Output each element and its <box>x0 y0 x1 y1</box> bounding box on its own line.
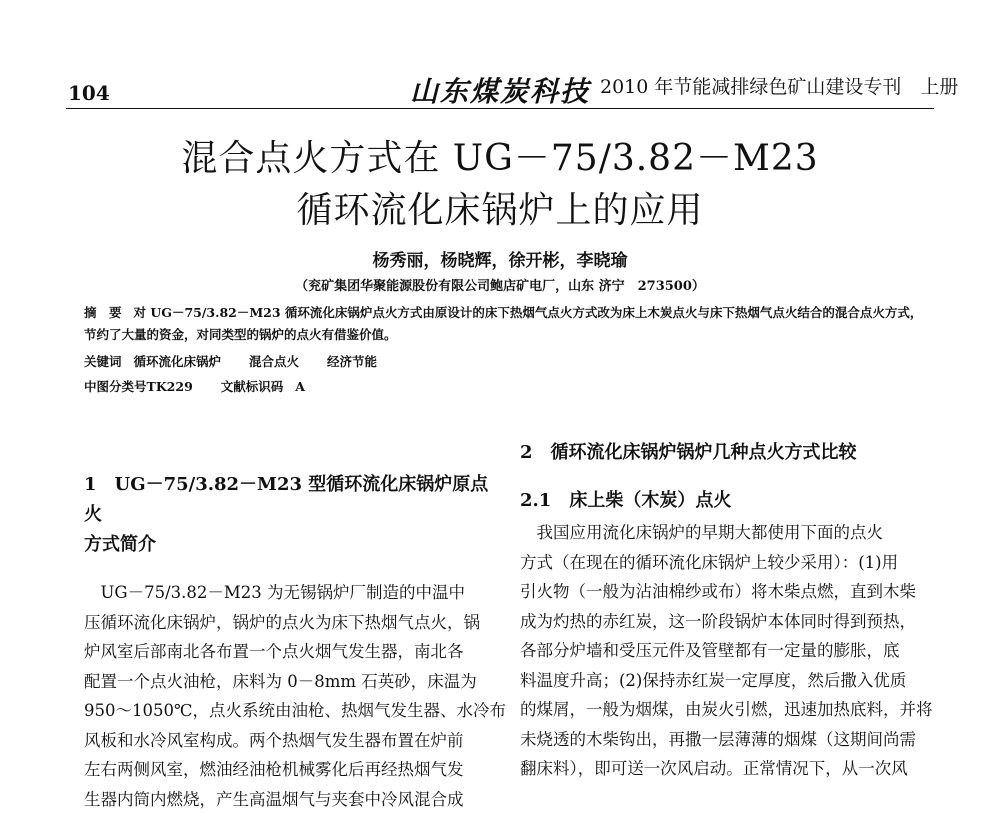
doc-code-label: 文献标识码 <box>221 379 284 394</box>
section-1-heading <box>84 470 494 560</box>
affiliation: （兖矿集团华聚能源股份有限公司鲍店矿电厂，山东 济宁 273500） <box>0 275 1000 294</box>
text-line: UG－75/3.82－M23 为无锡锅炉厂制造的中温中 <box>84 578 494 608</box>
text-line: 左右两侧风室，燃油经油枪机械雾化后再经热烟气发 <box>84 755 494 785</box>
section-2 <box>520 438 930 784</box>
doc-code-value: A <box>295 379 305 394</box>
paper-title-line-2: 循环流化床锅炉上的应用 <box>0 182 1000 233</box>
keyword: 循环流化床锅炉 <box>134 354 222 369</box>
text-line: 生器内筒内燃烧，产生高温烟气与夹套中冷风混合成 <box>84 785 494 814</box>
clc-value: TK229 <box>147 379 193 394</box>
keywords <box>84 352 377 370</box>
abstract <box>84 302 930 346</box>
text-line: 各部分炉墙和受压元件及管壁都有一定量的膨胀，底 <box>520 636 930 666</box>
clc-label: 中图分类号 <box>84 379 147 394</box>
journal-logo: 山东煤炭科技 <box>410 70 590 110</box>
text-line: 配置一个点火油枪，床料为 0－8mm 石英砂，床温为 <box>84 667 494 697</box>
section-1-body <box>84 578 494 814</box>
text-line: 翻床料），即可送一次风启动。正常情况下，从一次风 <box>520 754 930 784</box>
text-line: 成为灼热的赤红炭，这一阶段锅炉本体同时得到预热， <box>520 607 930 637</box>
keyword: 混合点火 <box>249 354 299 369</box>
issue-info: 2010 年节能减排绿色矿山建设专刊 上册 <box>600 72 958 99</box>
abstract-label: 摘 要 <box>84 305 122 320</box>
text-line: 压循环流化床锅炉，锅炉的点火为床下热烟气点火，锅 <box>84 608 494 638</box>
keyword: 经济节能 <box>327 354 377 369</box>
text-line: 的煤屑，一般为烟煤，由炭火引燃，迅速加热底料，并将 <box>520 695 930 725</box>
text-line: 炉风室后部南北各布置一个点火烟气发生器，南北各 <box>84 637 494 667</box>
header-divider <box>66 108 934 109</box>
text-line: 风板和水冷风室构成。两个热烟气发生器布置在炉前 <box>84 726 494 756</box>
section-2-1-heading: 2.1 床上柴（木炭）点火 <box>520 486 930 516</box>
text-line: 引火物（一般为沾油棉纱或布）将木柴点燃，直到木柴 <box>520 577 930 607</box>
classification <box>84 377 305 395</box>
text-line: 未烧透的木柴钩出，再撒一层薄薄的烟煤（这期间尚需 <box>520 725 930 755</box>
authors: 杨秀丽，杨晓辉，徐开彬，李晓瑜 <box>0 246 1000 271</box>
abstract-text: 对 UG－75/3.82－M23 循环流化床锅炉点火方式由原设计的床下热烟气点火方式改为床上木炭点火与床下热烟气点火结合的混合点火方式，节约了大量的资金，对同类型的锅炉的点火有借鉴价值。 <box>84 305 922 342</box>
section-1-heading-line: 方式简介 <box>84 530 494 560</box>
section-2-heading: 2 循环流化床锅炉锅炉几种点火方式比较 <box>520 438 930 468</box>
text-line: 料温度升高；(2)保持赤红炭一定厚度，然后撒入优质 <box>520 666 930 696</box>
section-1-heading-line: 1 UG－75/3.82－M23 型循环流化床锅炉原点火 <box>84 470 494 530</box>
page-number: 104 <box>68 81 110 105</box>
section-2-body <box>520 518 930 784</box>
section-1 <box>84 470 494 814</box>
keywords-label: 关键词 <box>84 354 122 369</box>
text-line: 方式（在现在的循环流化床锅炉上较少采用）：(1)用 <box>520 548 930 578</box>
text-line: 我国应用流化床锅炉的早期大都使用下面的点火 <box>520 518 930 548</box>
text-line: 950～1050℃，点火系统由油枪、热烟气发生器、水冷布 <box>84 696 494 726</box>
paper-title-line-1: 混合点火方式在 UG－75/3.82－M23 <box>0 130 1000 181</box>
